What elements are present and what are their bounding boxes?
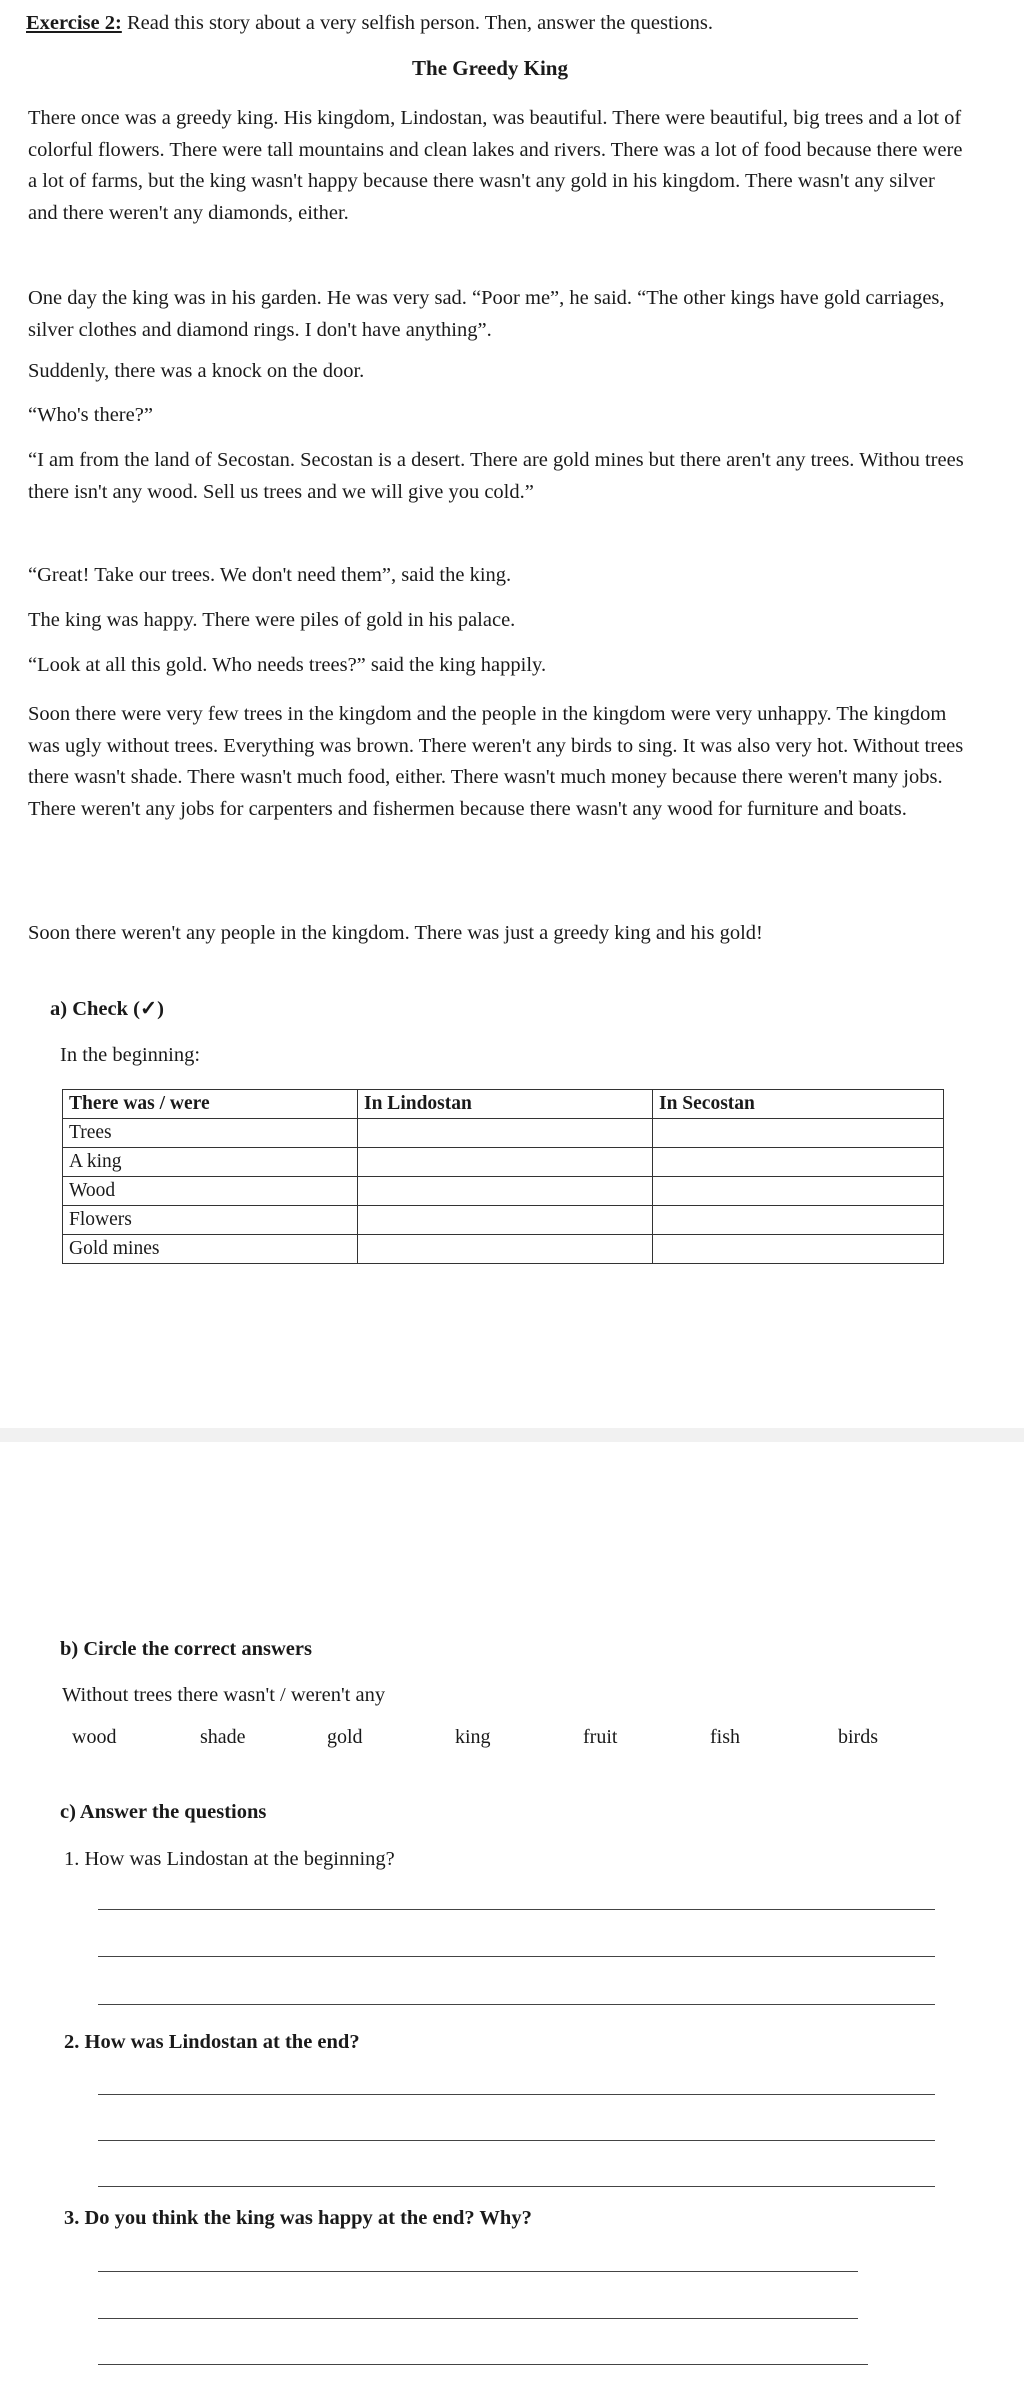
check-cell-lindostan[interactable] bbox=[358, 1177, 653, 1206]
part-a-heading: a) Check (✓) bbox=[50, 998, 164, 1020]
answer-line[interactable] bbox=[98, 2094, 935, 2095]
story-paragraph-8: “Look at all this gold. Who needs trees?” said the king happily. bbox=[28, 654, 547, 676]
check-cell-lindostan[interactable] bbox=[358, 1148, 653, 1177]
check-cell-lindostan[interactable] bbox=[358, 1235, 653, 1264]
column-header: In Secostan bbox=[653, 1090, 944, 1119]
row-label: Flowers bbox=[63, 1206, 358, 1235]
part-b-heading: b) Circle the correct answers bbox=[60, 1638, 312, 1660]
check-cell-secostan[interactable] bbox=[653, 1206, 944, 1235]
check-cell-lindostan[interactable] bbox=[358, 1119, 653, 1148]
answer-options bbox=[60, 1726, 960, 1758]
story-paragraph-1: There once was a greedy king. His kingdom, Lindostan, was beautiful. There were beautiful, big trees and a lot of colorful flowers. There were tall mountains and clean lakes and rivers. There was a lot of food because there were a lot of farms, but the king wasn't happy because there wasn't any gold in his kingdom. There wasn't any silver and there weren't any diamonds, either. bbox=[28, 107, 963, 224]
check-cell-secostan[interactable] bbox=[653, 1148, 944, 1177]
story-paragraph-5: “I am from the land of Secostan. Secostan is a desert. There are gold mines but there aren't any trees. Withou trees there isn't any wood. Sell us trees and we will give you cold.” bbox=[28, 449, 964, 503]
part-a-intro: In the beginning: bbox=[60, 1044, 201, 1066]
table-row bbox=[63, 1206, 944, 1235]
answer-line[interactable] bbox=[98, 1956, 935, 1957]
option-word[interactable]: gold bbox=[327, 1726, 363, 1748]
table-row bbox=[63, 1148, 944, 1177]
check-cell-secostan[interactable] bbox=[653, 1177, 944, 1206]
check-table bbox=[62, 1089, 944, 1264]
answer-line[interactable] bbox=[98, 1909, 935, 1910]
check-cell-secostan[interactable] bbox=[653, 1119, 944, 1148]
table-row bbox=[63, 1119, 944, 1148]
question-2: 2. How was Lindostan at the end? bbox=[64, 2031, 360, 2053]
row-label: Wood bbox=[63, 1177, 358, 1206]
part-c-heading: c) Answer the questions bbox=[60, 1801, 267, 1823]
option-word[interactable]: birds bbox=[838, 1726, 878, 1748]
exercise-label: Exercise 2: bbox=[26, 12, 122, 34]
row-label: Trees bbox=[63, 1119, 358, 1148]
answer-line[interactable] bbox=[98, 2186, 935, 2187]
option-word[interactable]: wood bbox=[72, 1726, 117, 1748]
check-cell-secostan[interactable] bbox=[653, 1235, 944, 1264]
table-row bbox=[63, 1177, 944, 1206]
question-1: 1. How was Lindostan at the beginning? bbox=[64, 1848, 395, 1870]
row-label: Gold mines bbox=[63, 1235, 358, 1264]
story-paragraph-4: “Who's there?” bbox=[28, 404, 153, 426]
answer-line[interactable] bbox=[98, 2004, 935, 2005]
answer-line[interactable] bbox=[98, 2318, 858, 2319]
answer-line[interactable] bbox=[98, 2271, 858, 2272]
exercise-instruction: Read this story about a very selfish person. Then, answer the questions. bbox=[121, 12, 713, 34]
check-cell-lindostan[interactable] bbox=[358, 1206, 653, 1235]
story-title: The Greedy King bbox=[412, 56, 568, 80]
option-word[interactable]: king bbox=[455, 1726, 491, 1748]
story-paragraph-6: “Great! Take our trees. We don't need them”, said the king. bbox=[28, 564, 512, 586]
question-3: 3. Do you think the king was happy at the end? Why? bbox=[64, 2207, 532, 2229]
option-word[interactable]: shade bbox=[200, 1726, 246, 1748]
row-label: A king bbox=[63, 1148, 358, 1177]
part-b-prompt: Without trees there wasn't / weren't any bbox=[62, 1684, 386, 1706]
option-word[interactable]: fish bbox=[710, 1726, 740, 1748]
answer-line[interactable] bbox=[98, 2364, 868, 2365]
story-paragraph-9: Soon there were very few trees in the kingdom and the people in the kingdom were very unhappy. The kingdom was ugly without trees. Everything was brown. There weren't any birds to sing. It was also very hot. Without trees there wasn't shade. There wasn't much food, either. There wasn't much money because there weren't many jobs. There weren't any jobs for carpenters and fishermen because there wasn't any wood for furniture and boats. bbox=[28, 703, 964, 820]
column-header: In Lindostan bbox=[358, 1090, 653, 1119]
column-header: There was / were bbox=[63, 1090, 358, 1119]
option-word[interactable]: fruit bbox=[583, 1726, 618, 1748]
page-break-strip bbox=[0, 1428, 1024, 1442]
story-paragraph-2: One day the king was in his garden. He was very sad. “Poor me”, he said. “The other kings have gold carriages, silver clothes and diamond rings. I don't have anything”. bbox=[28, 287, 945, 341]
story-paragraph-10: Soon there weren't any people in the kingdom. There was just a greedy king and his gold! bbox=[28, 922, 763, 944]
answer-line[interactable] bbox=[98, 2140, 935, 2141]
story-paragraph-3: Suddenly, there was a knock on the door. bbox=[28, 360, 365, 382]
table-header-row bbox=[63, 1090, 944, 1119]
story-paragraph-7: The king was happy. There were piles of gold in his palace. bbox=[28, 609, 516, 631]
exercise-header bbox=[26, 8, 966, 40]
table-row bbox=[63, 1235, 944, 1264]
